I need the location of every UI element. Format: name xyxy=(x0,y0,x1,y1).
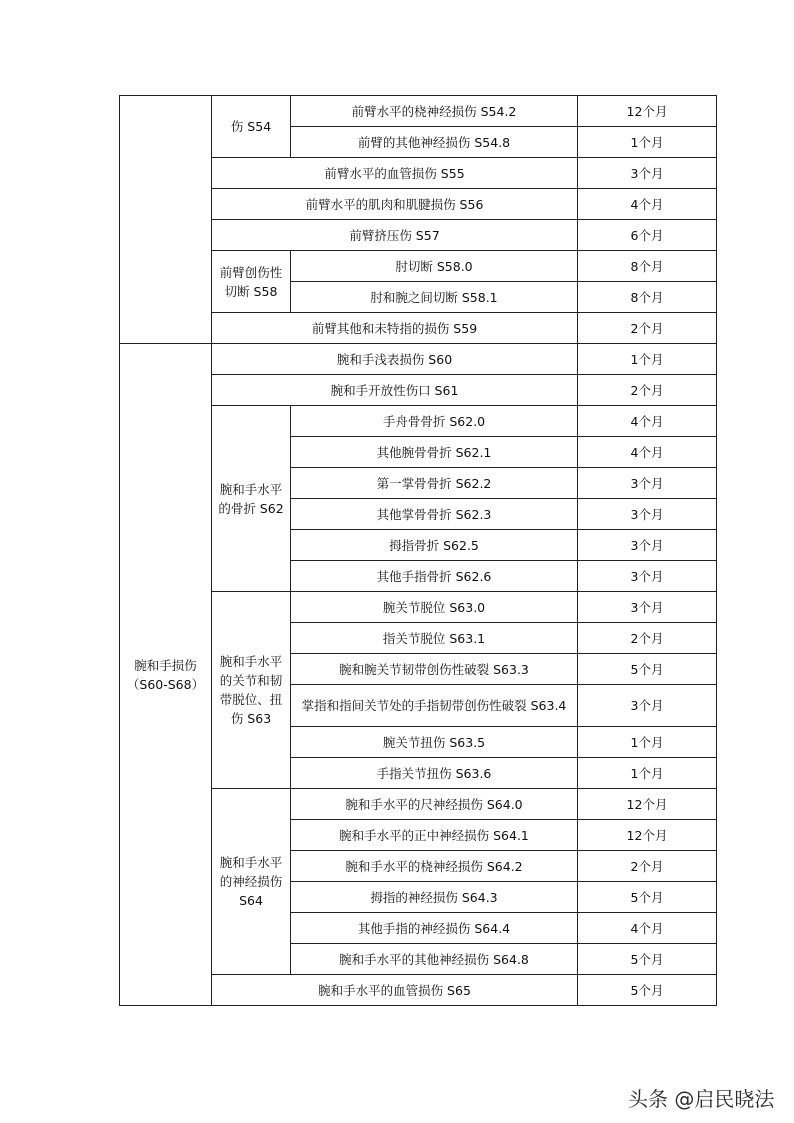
injury-name: 其他掌骨骨折 S62.3 xyxy=(291,499,578,530)
injury-name: 前臂水平的肌肉和肌腱损伤 S56 xyxy=(212,189,578,220)
s58-group-label: 前臂创伤性切断 S58 xyxy=(212,251,291,313)
injury-name: 腕和手开放性伤口 S61 xyxy=(212,375,578,406)
injury-name: 腕和手水平的桡神经损伤 S64.2 xyxy=(291,851,578,882)
watermark: 头条 @启民晓法 xyxy=(628,1087,775,1111)
forearm-category-cell xyxy=(120,96,212,344)
injury-name: 腕和手水平的尺神经损伤 S64.0 xyxy=(291,789,578,820)
injury-name: 腕和手水平的正中神经损伤 S64.1 xyxy=(291,820,578,851)
injury-name: 其他腕骨骨折 S62.1 xyxy=(291,437,578,468)
injury-name: 腕关节脱位 S63.0 xyxy=(291,592,578,623)
injury-name: 前臂其他和未特指的损伤 S59 xyxy=(212,313,578,344)
wrist-hand-category-label: 腕和手损伤（S60-S68） xyxy=(120,344,212,1006)
injury-name: 腕和手浅表损伤 S60 xyxy=(212,344,578,375)
recovery-period: 2个月 xyxy=(578,851,717,882)
injury-name: 腕和手水平的血管损伤 S65 xyxy=(212,975,578,1006)
recovery-period: 5个月 xyxy=(578,944,717,975)
injury-name: 掌指和指间关节处的手指韧带创伤性破裂 S63.4 xyxy=(291,685,578,727)
recovery-period: 6个月 xyxy=(578,220,717,251)
recovery-period: 5个月 xyxy=(578,654,717,685)
recovery-period: 3个月 xyxy=(578,499,717,530)
recovery-period: 12个月 xyxy=(578,789,717,820)
recovery-period: 4个月 xyxy=(578,189,717,220)
injury-name: 其他手指的神经损伤 S64.4 xyxy=(291,913,578,944)
recovery-period: 8个月 xyxy=(578,251,717,282)
recovery-period: 1个月 xyxy=(578,344,717,375)
recovery-period: 1个月 xyxy=(578,127,717,158)
recovery-period: 5个月 xyxy=(578,975,717,1006)
recovery-period: 3个月 xyxy=(578,561,717,592)
injury-name: 指关节脱位 S63.1 xyxy=(291,623,578,654)
recovery-period: 4个月 xyxy=(578,406,717,437)
injury-name: 第一掌骨骨折 S62.2 xyxy=(291,468,578,499)
recovery-period: 3个月 xyxy=(578,158,717,189)
injury-name: 前臂水平的血管损伤 S55 xyxy=(212,158,578,189)
injury-name: 前臂的其他神经损伤 S54.8 xyxy=(291,127,578,158)
recovery-period: 4个月 xyxy=(578,437,717,468)
table-row xyxy=(120,96,717,127)
recovery-period: 3个月 xyxy=(578,592,717,623)
injury-name: 肘和腕之间切断 S58.1 xyxy=(291,282,578,313)
recovery-period: 1个月 xyxy=(578,727,717,758)
injury-name: 手舟骨骨折 S62.0 xyxy=(291,406,578,437)
recovery-period: 1个月 xyxy=(578,758,717,789)
s54-group-label: 伤 S54 xyxy=(212,96,291,158)
injury-name: 前臂挤压伤 S57 xyxy=(212,220,578,251)
recovery-period: 12个月 xyxy=(578,96,717,127)
injury-name: 手指关节扭伤 S63.6 xyxy=(291,758,578,789)
injury-name: 前臂水平的桡神经损伤 S54.2 xyxy=(291,96,578,127)
injury-name: 拇指的神经损伤 S64.3 xyxy=(291,882,578,913)
table-row xyxy=(120,344,717,375)
recovery-period: 5个月 xyxy=(578,882,717,913)
injury-name: 拇指骨折 S62.5 xyxy=(291,530,578,561)
recovery-period: 2个月 xyxy=(578,375,717,406)
recovery-period: 2个月 xyxy=(578,623,717,654)
recovery-period: 8个月 xyxy=(578,282,717,313)
injury-name: 其他手指骨折 S62.6 xyxy=(291,561,578,592)
injury-period-table xyxy=(119,95,717,1006)
recovery-period: 3个月 xyxy=(578,468,717,499)
recovery-period: 3个月 xyxy=(578,530,717,561)
recovery-period: 2个月 xyxy=(578,313,717,344)
injury-name: 肘切断 S58.0 xyxy=(291,251,578,282)
recovery-period: 12个月 xyxy=(578,820,717,851)
injury-name: 腕和手水平的其他神经损伤 S64.8 xyxy=(291,944,578,975)
injury-name: 腕关节扭伤 S63.5 xyxy=(291,727,578,758)
s64-group-label: 腕和手水平的神经损伤 S64 xyxy=(212,789,291,975)
s62-group-label: 腕和手水平的骨折 S62 xyxy=(212,406,291,592)
recovery-period: 3个月 xyxy=(578,685,717,727)
s63-group-label: 腕和手水平的关节和韧带脱位、扭伤 S63 xyxy=(212,592,291,789)
recovery-period: 4个月 xyxy=(578,913,717,944)
injury-name: 腕和腕关节韧带创伤性破裂 S63.3 xyxy=(291,654,578,685)
